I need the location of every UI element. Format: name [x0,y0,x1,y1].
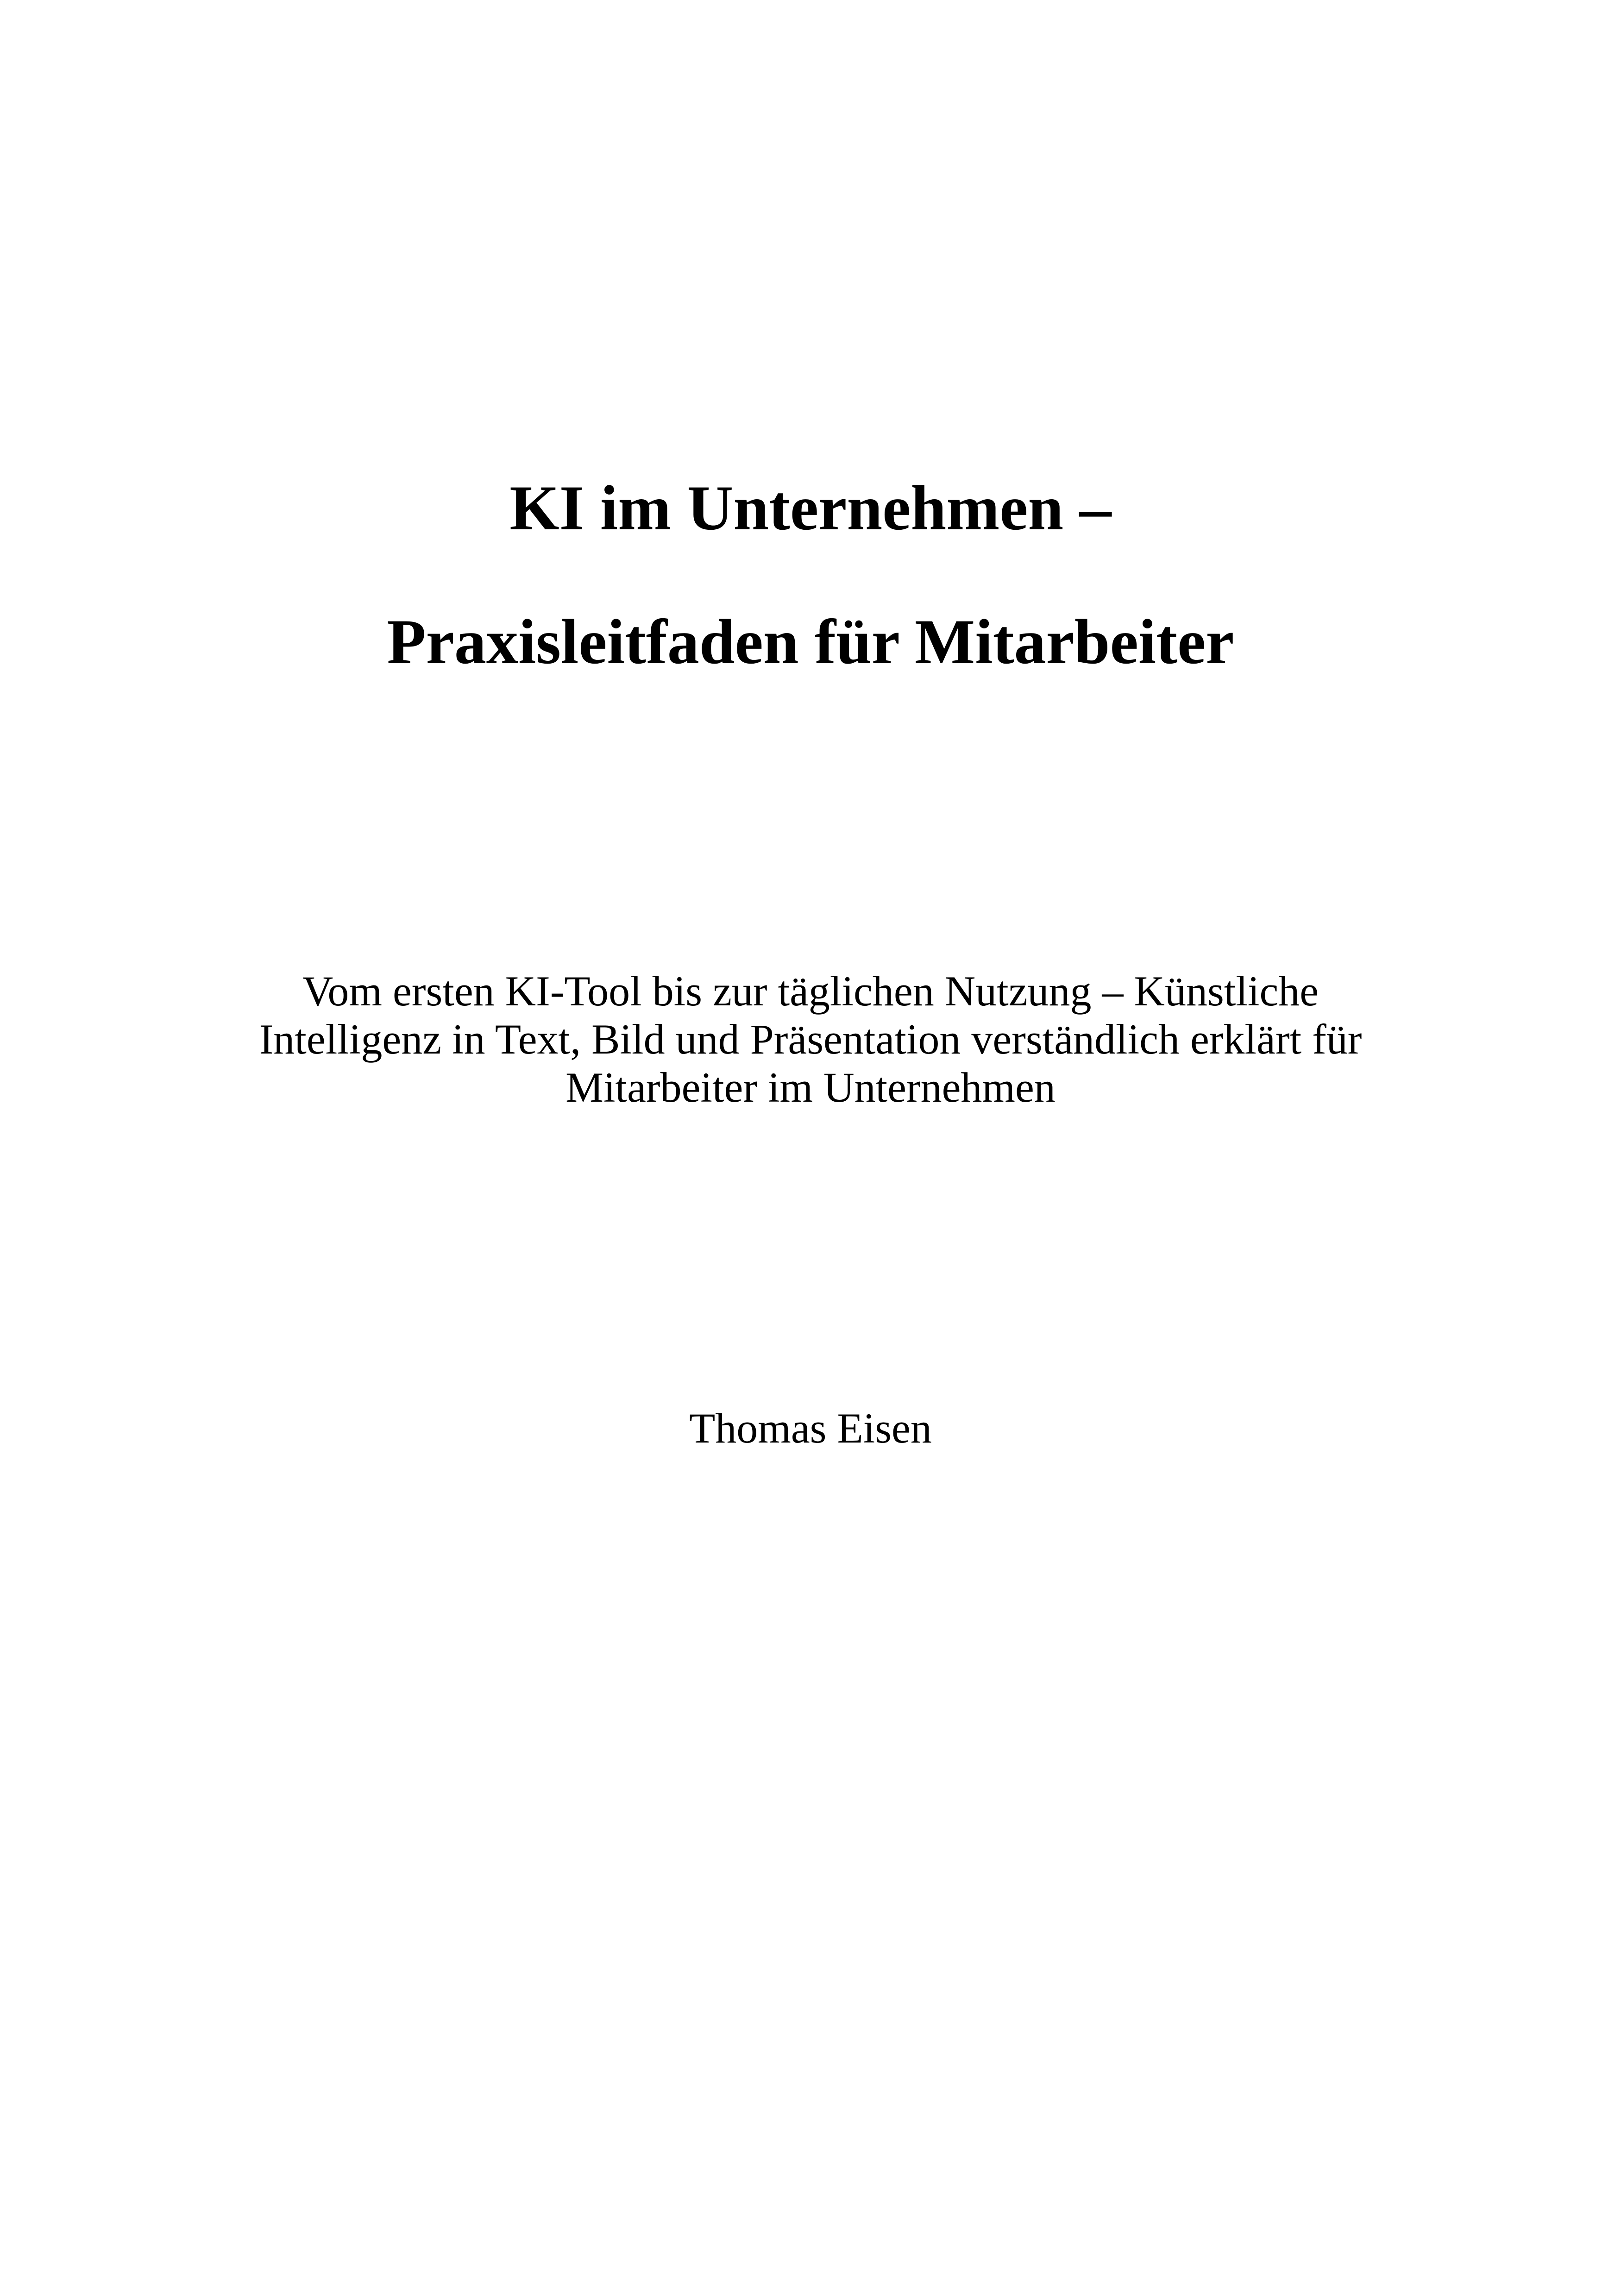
subtitle-line-2: Intelligenz in Text, Bild und Präsentation verständlich erklärt für [259,1016,1362,1063]
document-title-line-1: KI im Unternehmen – [509,472,1112,543]
document-subtitle [0,967,1621,1111]
subtitle-line-1: Vom ersten KI-Tool bis zur täglichen Nutzung – Künstliche [302,967,1319,1015]
subtitle-line-3: Mitarbeiter im Unternehmen [565,1064,1056,1111]
document-title-line-2: Praxisleitfaden für Mitarbeiter [387,606,1234,677]
author-name: Thomas Eisen [689,1405,932,1452]
